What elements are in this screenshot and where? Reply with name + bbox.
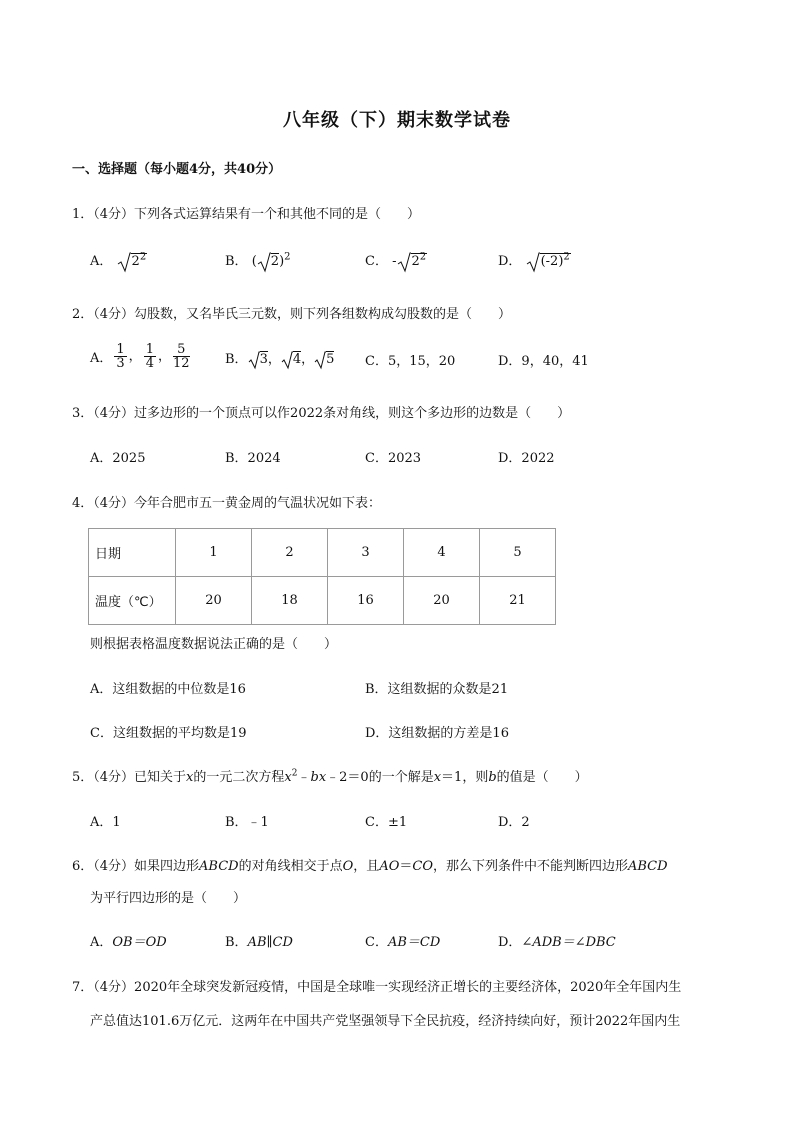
question-1-option-b[interactable]: B． ( 2)$^2$ (225, 250, 291, 273)
question-5-option-a[interactable]: A．1 (90, 815, 121, 830)
sqrt-sign-icon (526, 251, 540, 273)
table-cell: 2 (252, 529, 328, 577)
question-6-option-b[interactable]: B．AB∥CD (225, 935, 293, 950)
question-3-option-a[interactable]: A．2025 (90, 451, 146, 466)
question-1-option-c[interactable] (365, 250, 427, 273)
table-cell: 18 (252, 577, 328, 625)
table-cell: 5 (480, 529, 556, 577)
table-cell: 3 (328, 529, 404, 577)
table-header-cell: 日期 (89, 529, 176, 577)
question-1-option-a[interactable] (90, 250, 147, 273)
question-2-option-c[interactable]: C．5，15，20 (365, 354, 456, 369)
question-4-option-d[interactable]: D．这组数据的方差是16 (365, 726, 509, 741)
radicand: 2 (131, 254, 140, 269)
question-2-option-b[interactable]: B． 3， 4， 5 (225, 348, 334, 370)
question-3-stem: 3．（4分）过多边形的一个顶点可以作2022条对角线，则这个多边形的边数是（ ） (72, 406, 571, 421)
minus-sign: - (392, 254, 397, 269)
question-6-stem-line-2: 为平行四边形的是（ ） (90, 891, 247, 906)
question-5-stem: 5．（4分）已知关于x的一元二次方程$x^2﹣bx﹣2=0$的一个解是x＝1，则b的值是（ ） (72, 768, 588, 785)
question-5-option-c[interactable]: C．±1 (365, 815, 408, 830)
table-cell: 1 (176, 529, 252, 577)
question-7-stem-line-1: 7．（4分）2020年全球突发新冠疫情，中国是全球唯一实现经济正增长的主要经济体，2020年全年国内生 (72, 980, 682, 995)
radicand: (-2) (540, 254, 564, 269)
table-cell: 4 (404, 529, 480, 577)
fraction: $\frac{5}{12}$ (172, 342, 190, 371)
radicand: 2 (411, 254, 420, 269)
question-2-option-d[interactable]: D．9，40，41 (498, 354, 589, 369)
question-2-stem: 2．（4分）勾股数，又名毕氏三元数，则下列各组数构成勾股数的是（ ） (72, 307, 512, 322)
section-heading: 一、选择题（每小题4分，共40分） (72, 162, 282, 177)
exam-title: 八年级（下）期末数学试卷 (283, 110, 511, 131)
option-label: B． (225, 254, 248, 269)
question-4-sub-stem: 则根据表格温度数据说法正确的是（ ） (90, 637, 338, 652)
table-cell: 20 (176, 577, 252, 625)
question-5-option-b[interactable]: B．﹣1 (225, 815, 269, 830)
question-3-option-d[interactable]: D．2022 (498, 451, 555, 466)
question-4-stem: 4．（4分）今年合肥市五一黄金周的气温状况如下表： (72, 496, 382, 511)
question-1-stem: 1．（4分）下列各式运算结果有一个和其他不同的是（ ） (72, 207, 421, 222)
option-label: A． (90, 254, 113, 269)
question-6-option-a[interactable]: A．OB＝OD (90, 935, 167, 950)
sqrt-sign-icon (314, 350, 326, 370)
option-label: A． (90, 351, 113, 366)
question-6-stem: 6．（4分）如果四边形ABCD的对角线相交于点O，且AO＝CO，那么下列条件中不能判断四边形ABCD (72, 859, 668, 874)
question-7-stem-line-2: 产总值达101.6万亿元．这两年在中国共产党坚强领导下全民抗疫，经济持续向好，预计2022年国内生 (90, 1014, 681, 1029)
fraction: $\frac{1}{3}$ (116, 342, 125, 371)
question-3-option-b[interactable]: B．2024 (225, 451, 281, 466)
table-cell: 16 (328, 577, 404, 625)
sqrt-sign-icon (117, 251, 131, 273)
exponent: 2 (284, 251, 291, 263)
sqrt-sign-icon (281, 350, 293, 370)
question-4-option-a[interactable]: A．这组数据的中位数是16 (90, 682, 246, 697)
table-row (89, 577, 556, 625)
question-4-option-b[interactable]: B．这组数据的众数是21 (365, 682, 509, 697)
table-cell: 20 (404, 577, 480, 625)
option-label: C． (365, 254, 388, 269)
fraction: $\frac{1}{4}$ (145, 342, 154, 371)
sqrt-sign-icon (248, 350, 260, 370)
exponent: 2 (419, 251, 427, 263)
temperature-table (88, 528, 556, 625)
table-cell: 21 (480, 577, 556, 625)
exponent: 2 (563, 251, 570, 263)
question-3-option-c[interactable]: C．2023 (365, 451, 422, 466)
question-6-option-c[interactable]: C．AB＝CD (365, 935, 441, 950)
question-4-option-c[interactable]: C．这组数据的平均数是19 (90, 726, 247, 741)
radicand: 5 (326, 352, 335, 367)
radicand: 2 (270, 254, 280, 269)
table-row (89, 529, 556, 577)
table-header-cell: 温度（℃） (89, 577, 176, 625)
question-6-option-d[interactable]: D．∠ADB＝∠DBC (498, 935, 616, 950)
question-1-option-d[interactable] (498, 250, 571, 273)
radicand: 4 (292, 352, 302, 367)
sqrt-sign-icon (397, 251, 411, 273)
radicand: 3 (259, 352, 268, 367)
question-5-option-d[interactable]: D．2 (498, 815, 530, 830)
sqrt-sign-icon (257, 251, 271, 273)
exponent: 2 (139, 251, 147, 263)
option-label: D． (498, 254, 522, 269)
question-2-option-a[interactable]: A． $\frac{1}{3}$ ， $\frac{1}{4}$ ， $\frac{5}{12}$ (90, 342, 190, 371)
